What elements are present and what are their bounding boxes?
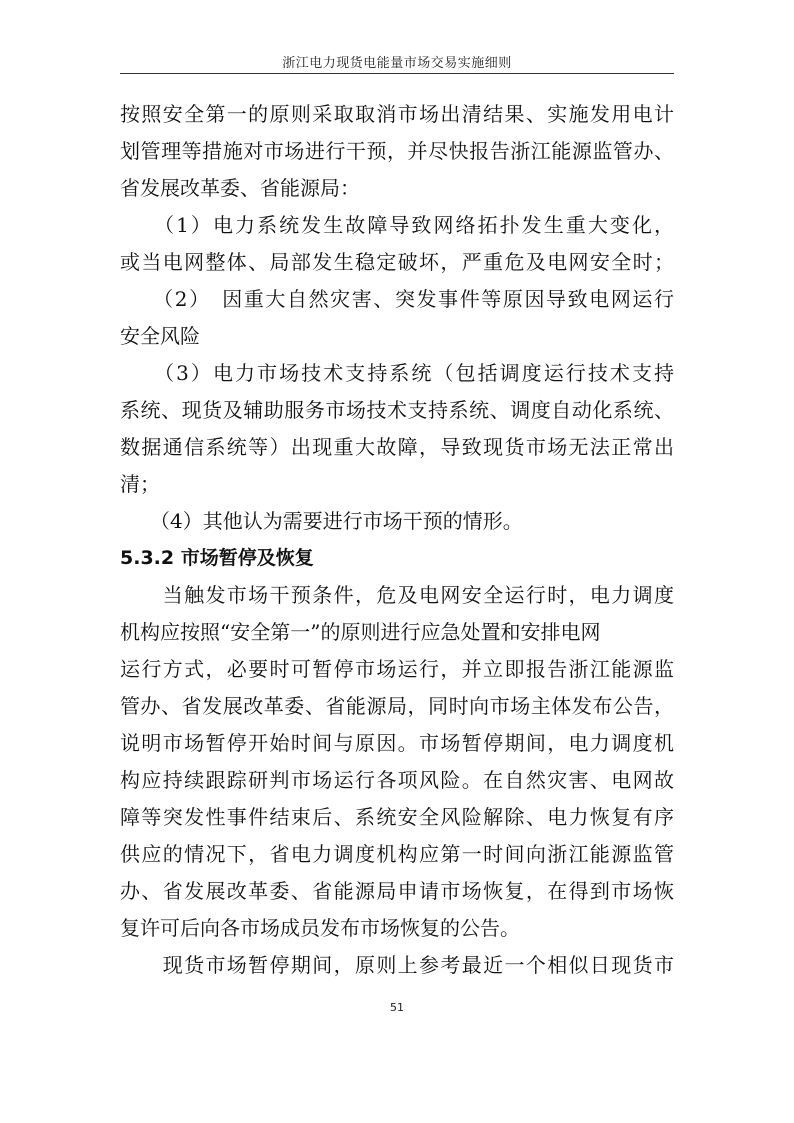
text-line: 构应持续跟踪研判市场运行各项风险。在自然灾害、电网故 bbox=[120, 768, 674, 792]
text-line: 划管理等措施对市场进行干预，并尽快报告浙江能源监管办、 bbox=[120, 139, 674, 163]
text-line: 复许可后向各市场成员发布市场恢复的公告。 bbox=[120, 916, 520, 940]
text-line: 当触发市场干预条件，危及电网安全运行时，电力调度 bbox=[120, 583, 674, 607]
running-header: 浙江电力现货电能量市场交易实施细则 bbox=[282, 56, 512, 71]
text-line: 或当电网整体、局部发生稳定破坏，严重危及电网安全时； bbox=[120, 250, 674, 274]
text-line: 省发展改革委、省能源局： bbox=[120, 176, 360, 200]
text-line: 数据通信系统等）出现重大故障，导致现货市场无法正常出 bbox=[120, 435, 674, 459]
text-line: 安全风险 bbox=[120, 324, 200, 348]
text-line: （4）其他认为需要进行市场干预的情形。 bbox=[120, 509, 523, 533]
text-line: 运行方式，必要时可暂停市场运行，并立即报告浙江能源监 bbox=[120, 657, 674, 681]
text-line: 供应的情况下，省电力调度机构应第一时间向浙江能源监管 bbox=[120, 842, 674, 866]
text-line: （1）电力系统发生故障导致网络拓扑发生重大变化， bbox=[120, 213, 674, 237]
text-line: 系统、现货及辅助服务市场技术支持系统、调度自动化系统、 bbox=[120, 398, 674, 422]
text-line: 说明市场暂停开始时间与原因。市场暂停期间，电力调度机 bbox=[120, 731, 674, 755]
text-line: （3）电力市场技术支持系统（包括调度运行技术支持 bbox=[120, 361, 674, 385]
text-line: 现货市场暂停期间，原则上参考最近一个相似日现货市 bbox=[120, 953, 674, 977]
text-line: 按照安全第一的原则采取取消市场出清结果、实施发用电计 bbox=[120, 102, 674, 126]
text-line: 清； bbox=[120, 472, 160, 496]
text-line: （2） 因重大自然灾害、突发事件等原因导致电网运行 bbox=[120, 287, 674, 311]
page-number: 51 bbox=[390, 1001, 404, 1014]
body-text bbox=[120, 96, 674, 984]
text-line: 管办、省发展改革委、省能源局，同时向市场主体发布公告， bbox=[120, 694, 674, 718]
section-heading: 5.3.2 市场暂停及恢复 bbox=[120, 547, 314, 569]
text-line: 障等突发性事件结束后、系统安全风险解除、电力恢复有序 bbox=[120, 805, 674, 829]
text-line: 机构应按照“安全第一”的原则进行应急处置和安排电网 bbox=[120, 620, 601, 644]
header-rule bbox=[120, 73, 674, 74]
text-line: 办、省发展改革委、省能源局申请市场恢复，在得到市场恢 bbox=[120, 879, 674, 903]
